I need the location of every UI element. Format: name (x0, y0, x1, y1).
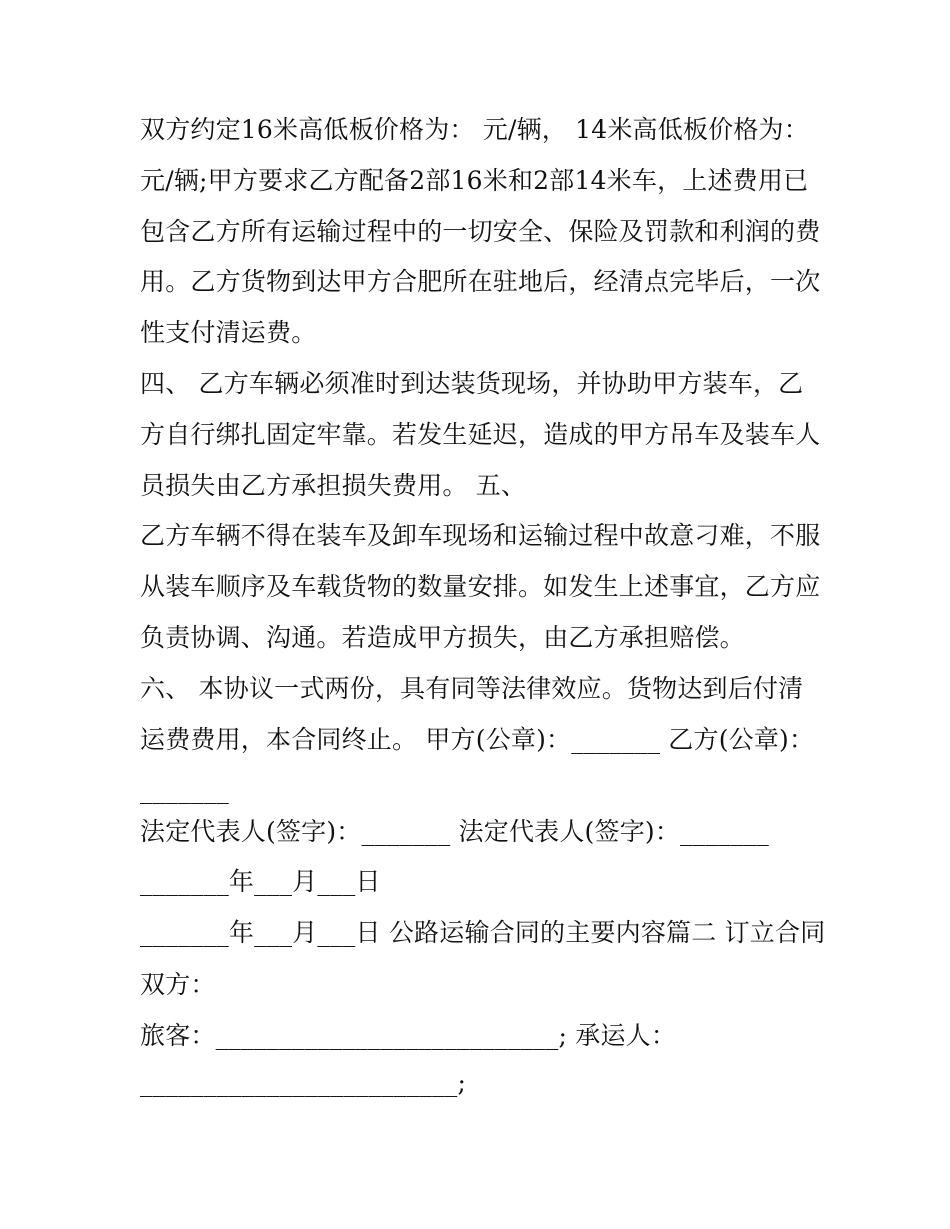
text-line: 六、 本协议一式两份，具有同等法律效应。货物达到后付清 (140, 674, 804, 703)
text-line: 双方约定16米高低板价格为： 元/辆， 14米高低板价格为： (140, 115, 809, 144)
text-line: _______ (140, 775, 229, 804)
text-line: _________________________; (140, 1068, 467, 1097)
text-line: 运费费用，本合同终止。 甲方(公章)：_______ 乙方(公章)： (140, 725, 815, 754)
text-line: 法定代表人(签字)：_______ 法定代表人(签字)：_______ (140, 817, 769, 846)
text-line: 旅客：___________________________; 承运人： (140, 1021, 677, 1050)
text-line: 双方： (140, 970, 216, 999)
text-line: 包含乙方所有运输过程中的一切安全、保险及罚款和利润的费 (140, 217, 821, 246)
text-line: 乙方车辆不得在装车及卸车现场和运输过程中故意刁难，不服 (140, 521, 821, 550)
text-line: 性支付清运费。 (140, 318, 317, 347)
text-line: 元/辆;甲方要求乙方配备2部16米和2部14米车，上述费用已 (140, 166, 809, 195)
text-line: 负责协调、沟通。若造成甲方损失，由乙方承担赔偿。 (140, 623, 745, 652)
text-line: 方自行绑扎固定牢靠。若发生延迟，造成的甲方吊车及装车人 (140, 420, 821, 449)
text-line: _______年___月___日 公路运输合同的主要内容篇二 订立合同 (140, 918, 826, 947)
text-line: 员损失由乙方承担损失费用。 五、 (140, 471, 527, 500)
text-line: 从装车顺序及车载货物的数量安排。如发生上述事宜，乙方应 (140, 572, 821, 601)
text-line: _______年___月___日 (140, 867, 381, 896)
text-line: 用。乙方货物到达甲方合肥所在驻地后，经清点完毕后，一次 (140, 267, 821, 296)
text-line: 四、 乙方车辆必须准时到达装货现场，并协助甲方装车，乙 (140, 369, 804, 398)
